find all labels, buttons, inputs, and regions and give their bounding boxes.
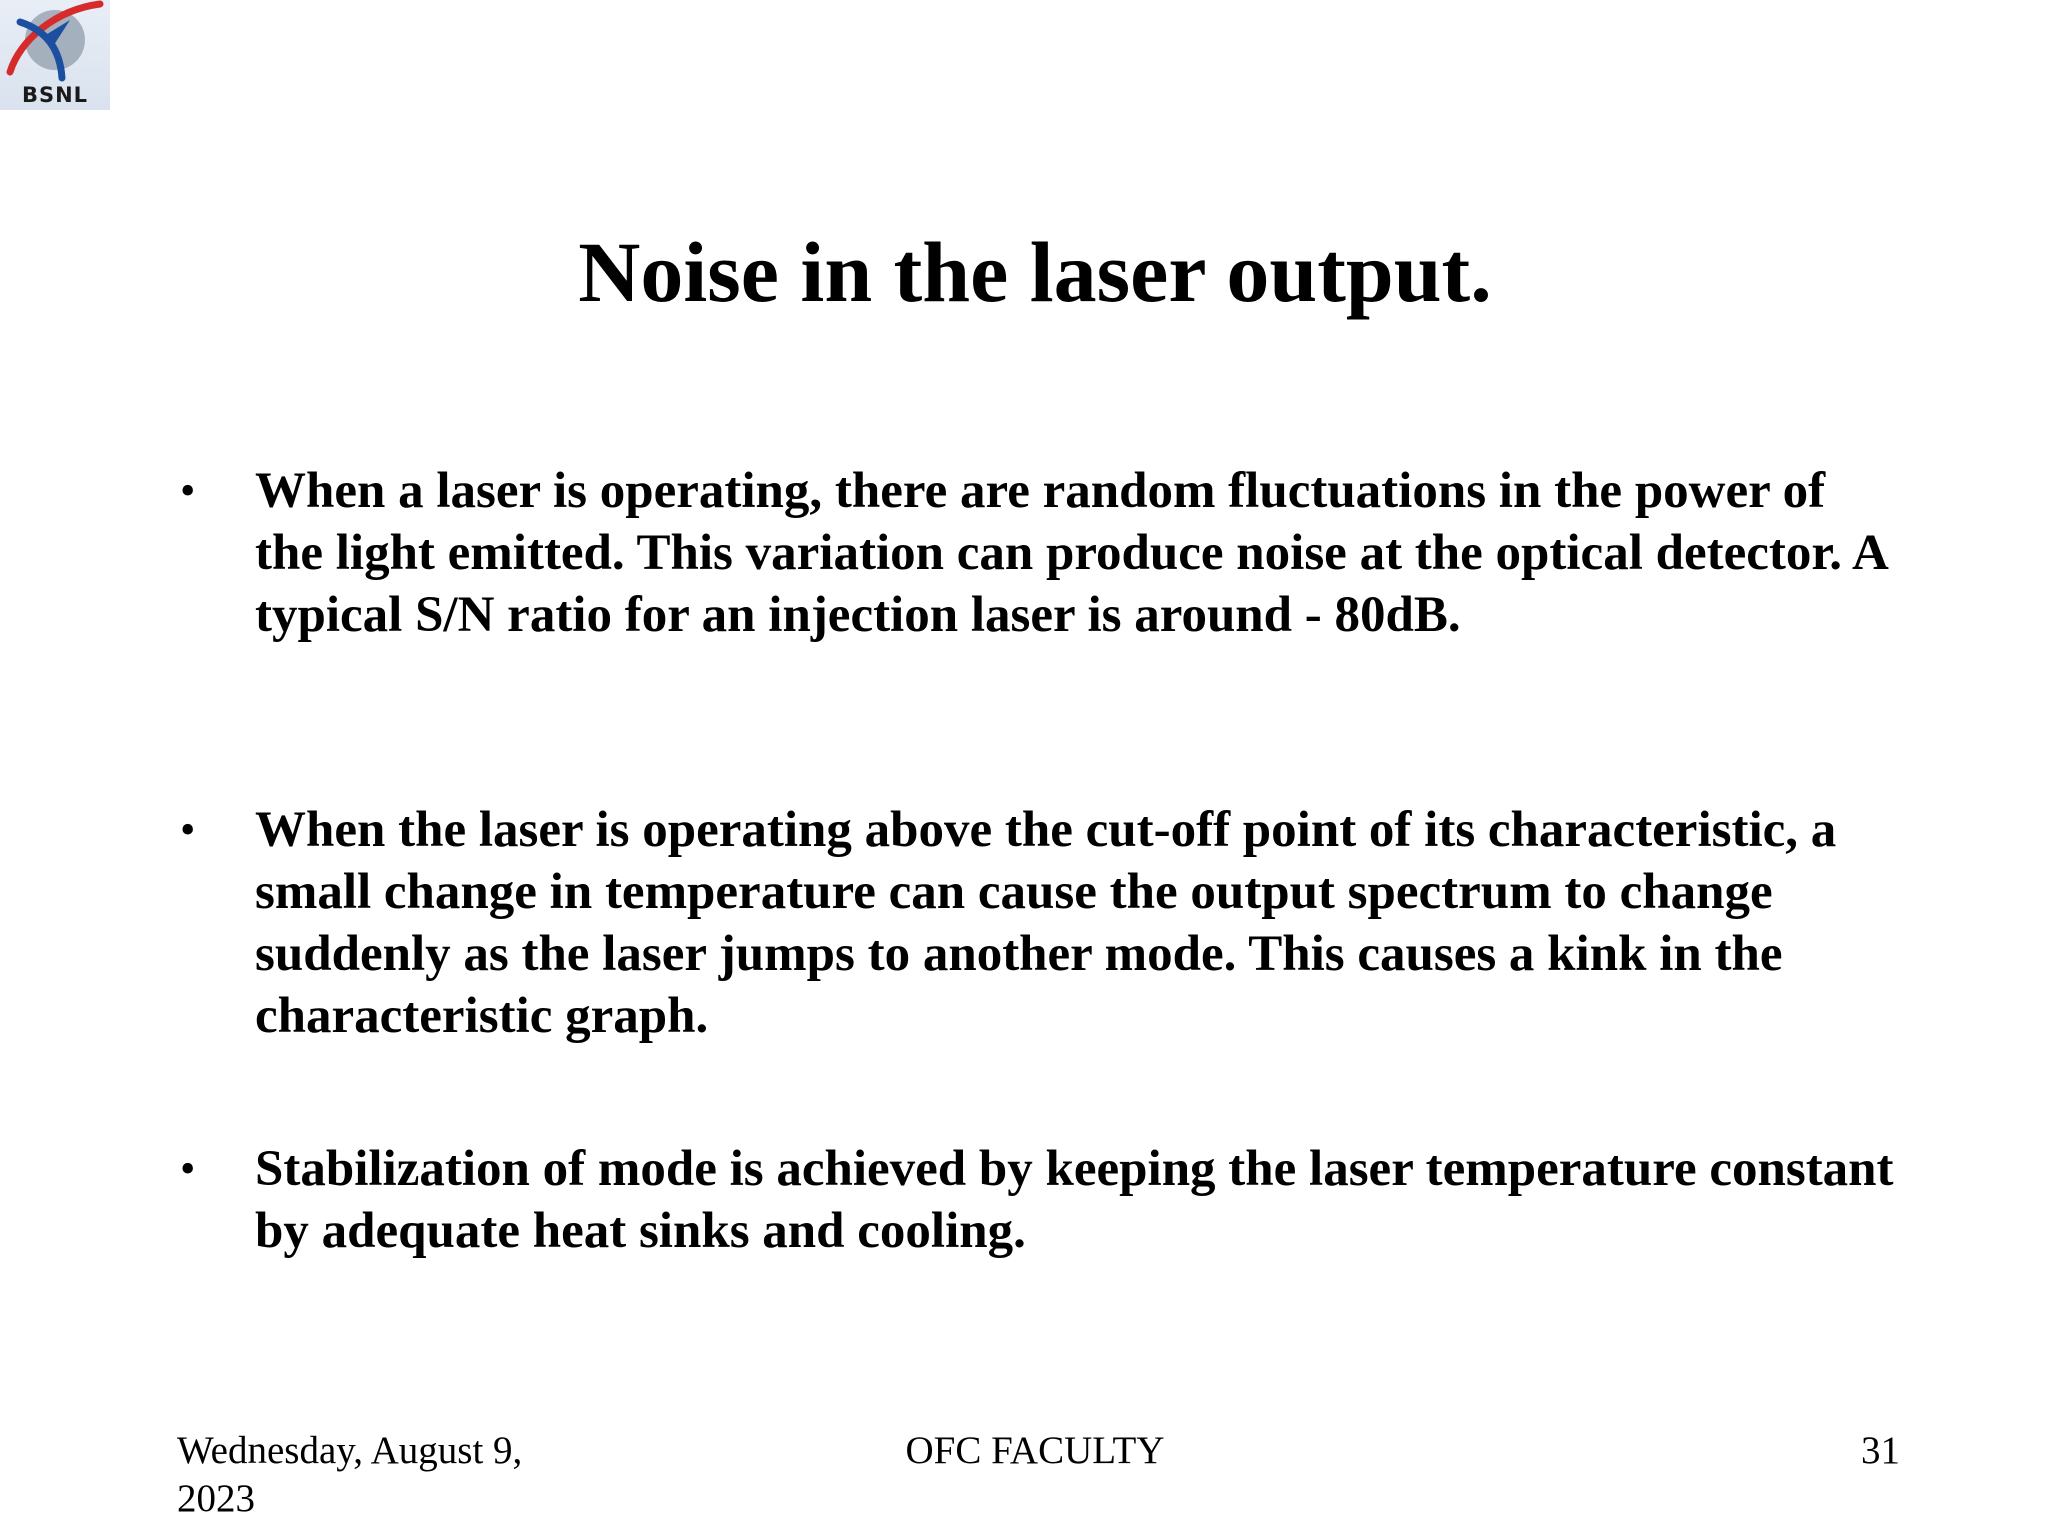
bullet-marker: • — [180, 466, 196, 515]
footer-date: Wednesday, August 9, 2023 — [177, 1429, 523, 1520]
bullet-marker: • — [180, 1144, 196, 1193]
bullet-text: When the laser is operating above the cut-off point of its characteristic, a small change in temperature can cause the output spectrum to change suddenly as the laser jumps to another mode. This causes a kink in the characteristic graph. — [255, 802, 1837, 1044]
bsnl-logo-icon — [0, 0, 110, 90]
slide-number: 31 — [1861, 1429, 1900, 1472]
footer-center-text: OFC FACULTY — [905, 1429, 1165, 1472]
slide-title: Noise in the laser output. — [578, 224, 1492, 320]
logo — [0, 0, 110, 110]
logo-text: BSNL — [21, 83, 89, 107]
bullet-marker: • — [180, 805, 196, 854]
bullet-text: Stabilization of mode is achieved by keeping the laser temperature constant by adequate heat sinks and cooling. — [255, 1141, 1894, 1259]
bullet-text: When a laser is operating, there are random fluctuations in the power of the light emitted. This variation can produce noise at the optical detector. A typical S/N ratio for an injection laser is around - 80dB. — [255, 463, 1887, 643]
